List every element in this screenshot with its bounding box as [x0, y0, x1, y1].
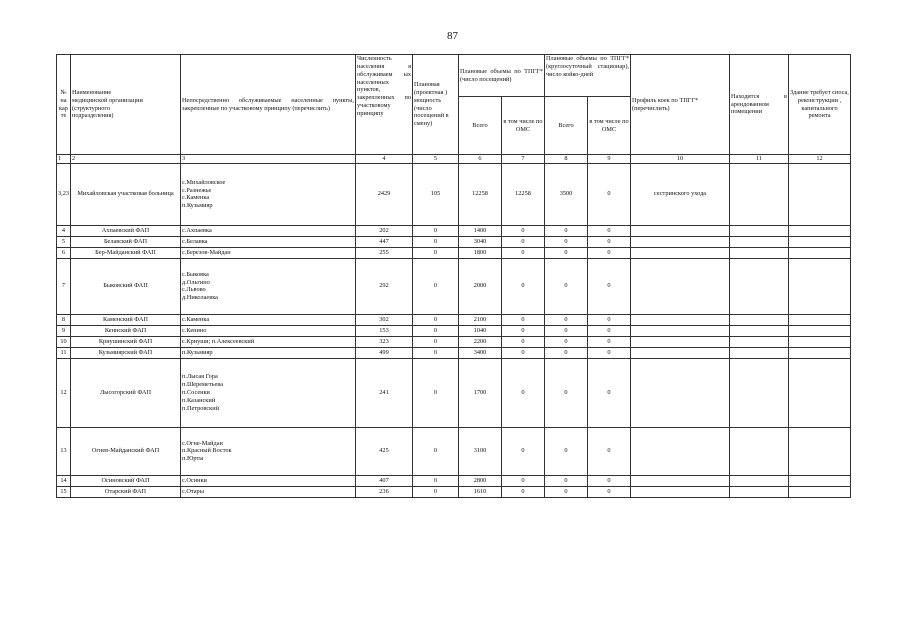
visits-oms-cell: 12258 — [502, 163, 545, 225]
bed-profile-cell — [631, 347, 730, 358]
organization-name: Лысогорский ФАП — [71, 358, 181, 427]
population-cell: 292 — [356, 258, 413, 314]
capacity-cell: 0 — [413, 336, 459, 347]
rented-cell — [730, 475, 789, 486]
table-row — [57, 427, 851, 475]
row-number: 4 — [57, 225, 71, 236]
row-number: 12 — [57, 358, 71, 427]
bed-profile-cell — [631, 325, 730, 336]
header-settlements: Непосредственно обслуживаемые населенные пункты, закрепленные по участковому принципу (перечислить) — [181, 55, 356, 155]
header-capacity: Плановая (проектная ) мощность (число посещений в смену) — [413, 55, 459, 155]
needs-repair-cell — [789, 358, 851, 427]
organization-name: Кеннский ФАП — [71, 325, 181, 336]
visits-total-cell: 2000 — [459, 258, 502, 314]
beds-oms-cell: 0 — [588, 358, 631, 427]
visits-total-cell: 2100 — [459, 314, 502, 325]
visits-total-cell: 1040 — [459, 325, 502, 336]
organization-name: Кузьмиярский ФАП — [71, 347, 181, 358]
visits-total-cell: 3100 — [459, 427, 502, 475]
population-cell: 447 — [356, 236, 413, 247]
beds-total-cell: 0 — [545, 247, 588, 258]
beds-total-cell: 0 — [545, 258, 588, 314]
population-cell: 407 — [356, 475, 413, 486]
row-number: 11 — [57, 347, 71, 358]
needs-repair-cell — [789, 163, 851, 225]
settlements-cell: с.Михайловское с.Разнежье с.Каменка п.Кузьмияр — [181, 163, 356, 225]
header-row-1 — [57, 55, 851, 97]
column-number: 5 — [413, 155, 459, 164]
visits-total-cell: 1700 — [459, 358, 502, 427]
column-number: 1 — [57, 155, 71, 164]
row-number: 9 — [57, 325, 71, 336]
settlements-cell: с.Отары — [181, 486, 356, 497]
beds-oms-cell: 0 — [588, 163, 631, 225]
settlements-cell: п.Лысая Гора п.Шереметьева п.Сосенки п.Казанский п.Петровский — [181, 358, 356, 427]
visits-oms-cell: 0 — [502, 358, 545, 427]
population-cell: 499 — [356, 347, 413, 358]
capacity-cell: 0 — [413, 325, 459, 336]
beds-oms-cell: 0 — [588, 336, 631, 347]
population-cell: 425 — [356, 427, 413, 475]
capacity-cell: 0 — [413, 225, 459, 236]
visits-oms-cell: 0 — [502, 325, 545, 336]
settlements-cell: с.Быковка д.Ольгино с.Львово д.Николаевка — [181, 258, 356, 314]
table-body — [57, 163, 851, 497]
rented-cell — [730, 347, 789, 358]
settlements-cell: с.Кенино — [181, 325, 356, 336]
rented-cell — [730, 427, 789, 475]
header-beds-oms: в том числе по ОМС — [588, 97, 631, 155]
row-number: 5 — [57, 236, 71, 247]
population-cell: 236 — [356, 486, 413, 497]
column-number-row — [57, 155, 851, 164]
table-row — [57, 236, 851, 247]
rented-cell — [730, 163, 789, 225]
visits-oms-cell: 0 — [502, 486, 545, 497]
column-number: 9 — [588, 155, 631, 164]
organization-name: Огнев-Майданский ФАП — [71, 427, 181, 475]
population-cell: 153 — [356, 325, 413, 336]
capacity-cell: 0 — [413, 347, 459, 358]
row-number: 10 — [57, 336, 71, 347]
settlements-cell: с.Ахпаевка — [181, 225, 356, 236]
settlements-cell: п.Кузьмияр — [181, 347, 356, 358]
visits-oms-cell: 0 — [502, 336, 545, 347]
table-row — [57, 163, 851, 225]
rented-cell — [730, 325, 789, 336]
bed-profile-cell — [631, 475, 730, 486]
beds-total-cell: 0 — [545, 486, 588, 497]
needs-repair-cell — [789, 314, 851, 325]
visits-total-cell: 2200 — [459, 336, 502, 347]
settlements-cell: с.Криуши; п.Алексеевский — [181, 336, 356, 347]
population-cell: 255 — [356, 247, 413, 258]
header-visits-total: Всего — [459, 97, 502, 155]
row-number: 13 — [57, 427, 71, 475]
header-organization: Наименование медицинской организации (структурного подразделения) — [71, 55, 181, 155]
needs-repair-cell — [789, 258, 851, 314]
needs-repair-cell — [789, 236, 851, 247]
rented-cell — [730, 236, 789, 247]
organization-name: Михайловская участковая больница — [71, 163, 181, 225]
rented-cell — [730, 336, 789, 347]
beds-total-cell: 0 — [545, 336, 588, 347]
row-number: 7 — [57, 258, 71, 314]
needs-repair-cell — [789, 486, 851, 497]
visits-oms-cell: 0 — [502, 314, 545, 325]
table-row — [57, 247, 851, 258]
population-cell: 323 — [356, 336, 413, 347]
beds-total-cell: 3500 — [545, 163, 588, 225]
beds-oms-cell: 0 — [588, 486, 631, 497]
capacity-cell: 0 — [413, 475, 459, 486]
row-number: 14 — [57, 475, 71, 486]
column-number: 12 — [789, 155, 851, 164]
beds-oms-cell: 0 — [588, 427, 631, 475]
organization-name: Бер-Майданский ФАП — [71, 247, 181, 258]
bed-profile-cell — [631, 314, 730, 325]
header-needs-repair: Здание требует сноса, реконструкции , капитального ремонта — [789, 55, 851, 155]
beds-total-cell: 0 — [545, 347, 588, 358]
organization-name: Отарский ФАП — [71, 486, 181, 497]
rented-cell — [730, 314, 789, 325]
settlements-cell: с.Березов-Майдан — [181, 247, 356, 258]
bed-profile-cell — [631, 258, 730, 314]
needs-repair-cell — [789, 325, 851, 336]
bed-profile-cell — [631, 486, 730, 497]
header-bed-profile: Профиль коек по ТПГГ* (перечислить) — [631, 55, 730, 155]
page-number: 87 — [447, 30, 458, 42]
population-cell: 302 — [356, 314, 413, 325]
column-number: 8 — [545, 155, 588, 164]
organization-name: Каменский ФАП — [71, 314, 181, 325]
table-row — [57, 486, 851, 497]
rented-cell — [730, 358, 789, 427]
column-number: 2 — [71, 155, 181, 164]
visits-oms-cell: 0 — [502, 475, 545, 486]
settlements-cell: с.Каменка — [181, 314, 356, 325]
row-number: 6 — [57, 247, 71, 258]
header-rented: Находится в арендованном помещении — [730, 55, 789, 155]
visits-oms-cell: 0 — [502, 225, 545, 236]
visits-total-cell: 12258 — [459, 163, 502, 225]
beds-total-cell: 0 — [545, 325, 588, 336]
settlements-cell: с.Осинки — [181, 475, 356, 486]
population-cell: 2429 — [356, 163, 413, 225]
capacity-cell: 0 — [413, 486, 459, 497]
bed-profile-cell — [631, 247, 730, 258]
beds-total-cell: 0 — [545, 358, 588, 427]
organization-name: Криушинский ФАП — [71, 336, 181, 347]
beds-oms-cell: 0 — [588, 475, 631, 486]
visits-total-cell: 3040 — [459, 236, 502, 247]
column-number: 6 — [459, 155, 502, 164]
column-number: 10 — [631, 155, 730, 164]
table-row — [57, 225, 851, 236]
beds-oms-cell: 0 — [588, 236, 631, 247]
capacity-cell: 0 — [413, 258, 459, 314]
column-number: 3 — [181, 155, 356, 164]
organization-name: Белавский ФАП — [71, 236, 181, 247]
visits-oms-cell: 0 — [502, 236, 545, 247]
table-row — [57, 347, 851, 358]
beds-total-cell: 0 — [545, 475, 588, 486]
visits-total-cell: 1610 — [459, 486, 502, 497]
beds-total-cell: 0 — [545, 427, 588, 475]
beds-oms-cell: 0 — [588, 247, 631, 258]
beds-oms-cell: 0 — [588, 258, 631, 314]
needs-repair-cell — [789, 247, 851, 258]
population-cell: 202 — [356, 225, 413, 236]
organization-name: Ахпаевский ФАП — [71, 225, 181, 236]
needs-repair-cell — [789, 225, 851, 236]
column-number: 7 — [502, 155, 545, 164]
capacity-cell: 0 — [413, 358, 459, 427]
column-number: 11 — [730, 155, 789, 164]
needs-repair-cell — [789, 475, 851, 486]
visits-total-cell: 1400 — [459, 225, 502, 236]
visits-oms-cell: 0 — [502, 427, 545, 475]
beds-oms-cell: 0 — [588, 314, 631, 325]
bed-profile-cell — [631, 225, 730, 236]
visits-total-cell: 2800 — [459, 475, 502, 486]
bed-profile-cell: сестринского ухода — [631, 163, 730, 225]
table-row — [57, 325, 851, 336]
beds-total-cell: 0 — [545, 236, 588, 247]
visits-total-cell: 3400 — [459, 347, 502, 358]
settlements-cell: с.Огне-Майдан п.Красный Восток п.Юрты — [181, 427, 356, 475]
capacity-cell: 0 — [413, 247, 459, 258]
bed-profile-cell — [631, 336, 730, 347]
organization-name: Осиновский ФАП — [71, 475, 181, 486]
visits-oms-cell: 0 — [502, 258, 545, 314]
settlements-cell: с.Белавка — [181, 236, 356, 247]
row-number: 8 — [57, 314, 71, 325]
beds-oms-cell: 0 — [588, 225, 631, 236]
header-visits-oms: в том числе по ОМС — [502, 97, 545, 155]
bed-profile-cell — [631, 427, 730, 475]
rented-cell — [730, 247, 789, 258]
table-row — [57, 314, 851, 325]
rented-cell — [730, 225, 789, 236]
table-row — [57, 475, 851, 486]
beds-total-cell: 0 — [545, 314, 588, 325]
organization-name: Быковский ФАП — [71, 258, 181, 314]
header-map-number: № на кар те — [57, 55, 71, 155]
bed-profile-cell — [631, 358, 730, 427]
row-number: 3,23 — [57, 163, 71, 225]
table-row — [57, 358, 851, 427]
bed-profile-cell — [631, 236, 730, 247]
capacity-cell: 105 — [413, 163, 459, 225]
rented-cell — [730, 486, 789, 497]
needs-repair-cell — [789, 427, 851, 475]
beds-oms-cell: 0 — [588, 325, 631, 336]
header-beds-group: Плановые объемы по ТПГГ* (круглосуточный стационар), число койко-дней — [545, 55, 631, 97]
visits-oms-cell: 0 — [502, 247, 545, 258]
beds-total-cell: 0 — [545, 225, 588, 236]
column-number: 4 — [356, 155, 413, 164]
beds-oms-cell: 0 — [588, 347, 631, 358]
capacity-cell: 0 — [413, 427, 459, 475]
header-population: Численность населения я обслуживаем ых населенных пунктов, закрепленных по участковому принципу — [356, 55, 413, 155]
capacity-cell: 0 — [413, 314, 459, 325]
facilities-table — [56, 54, 851, 498]
needs-repair-cell — [789, 336, 851, 347]
table-row — [57, 258, 851, 314]
capacity-cell: 0 — [413, 236, 459, 247]
visits-total-cell: 1800 — [459, 247, 502, 258]
header-visits-group: Плановые объемы по ТПГГ* (число посещений) — [459, 55, 545, 97]
header-beds-total: Всего — [545, 97, 588, 155]
row-number: 15 — [57, 486, 71, 497]
visits-oms-cell: 0 — [502, 347, 545, 358]
population-cell: 241 — [356, 358, 413, 427]
rented-cell — [730, 258, 789, 314]
needs-repair-cell — [789, 347, 851, 358]
table-row — [57, 336, 851, 347]
